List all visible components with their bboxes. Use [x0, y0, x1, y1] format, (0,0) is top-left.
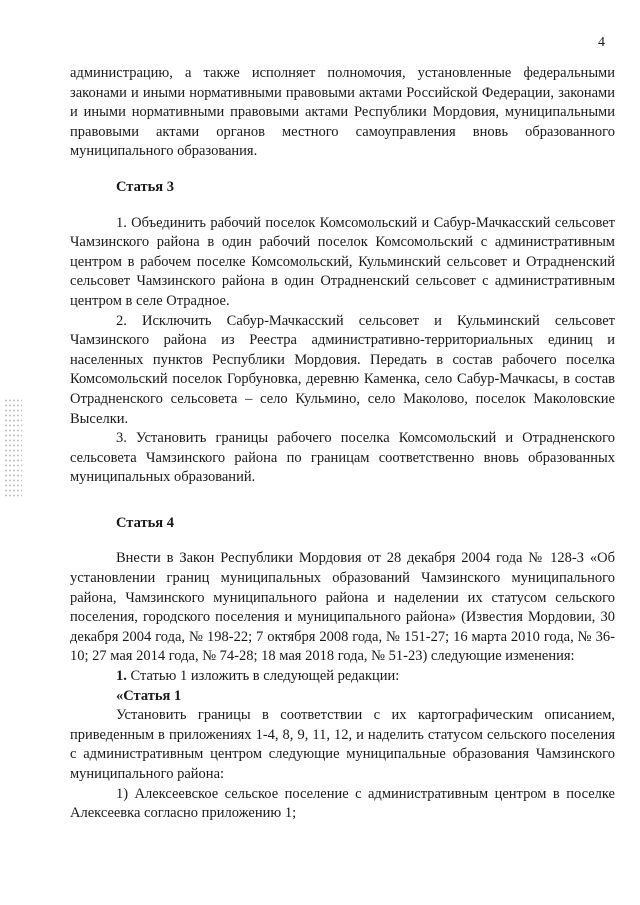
quoted-article-1-paragraph: Установить границы в соответствии с их картографическим описанием, приведенным в приложениях 1-4, 8, 9, 11, 12, и наделить статусом сельского поселения с административным центром следующие муниципальные образования Чамзинского муниципального района: [70, 707, 615, 782]
top-paragraph: администрацию, а также исполняет полномочия, установленные федеральными законами и иными нормативными правовыми актами Российской Федерации, законами и иными нормативными правовыми актами Республики Мордовия, муниципальными правовыми актами органов местного самоуправления вновь образованного муниципального образования. [70, 65, 615, 160]
document-body [70, 64, 615, 824]
article-3-title: Статья 3 [116, 178, 174, 195]
article-3-item-1: 1. Объединить рабочий поселок Комсомольский и Сабур-Мачкасский сельсовет Чамзинского района в один рабочий поселок Комсомольский с административным центром в рабочем поселке Комсомольский, Кульминский сельсовет и Отрадненский сельсовет Чамзинского района в один Отрадненский сельсовет с административным центром в селе Отрадное. [70, 214, 615, 309]
page-number: 4 [598, 35, 605, 50]
article-4-item-1-text: Статью 1 изложить в следующей редакции: [126, 668, 400, 685]
quoted-article-1-list-item-1: 1) Алексеевское сельское поселение с административным центром в поселке Алексеевка согласно приложению 1; [70, 785, 615, 822]
article-4-item-1 [70, 667, 615, 687]
article-3-item-2: 2. Исключить Сабур-Мачкасский сельсовет и Кульминский сельсовет Чамзинского района из Реестра административно-территориальных единиц и населенных пунктов Республики Мордовия. Передать в состав рабочего поселка Комсомольский поселок Горбуновка, деревню Каменка, село Сабур-Мачкасы, в состав Отрадненского сельсовета – село Кульмино, село Маколово, поселок Маколовские Выселки. [70, 312, 615, 427]
article-4-title: Статья 4 [116, 514, 174, 531]
article-4-item-1-number: 1. [116, 668, 127, 685]
quoted-article-1-title: «Статья 1 [116, 687, 182, 704]
scan-margin-marks [4, 398, 22, 498]
article-4-intro: Внести в Закон Республики Мордовия от 28 декабря 2004 года № 128-З «Об установлении границ муниципальных образований Чамзинского муниципального района, Чамзинского муниципального района и наделении их статусом сельского поселения, городского поселения и муниципального района» (Известия Мордовии, 30 декабря 2004 года, № 198-22; 7 октября 2008 года, № 151-27; 16 марта 2010 года, № 36-10; 27 мая 2014 года, № 74-28; 18 мая 2018 года, № 51-23) следующие изменения: [70, 550, 615, 665]
article-3-item-3: 3. Установить границы рабочего поселка Комсомольский и Отрадненского сельсовета Чамзинского района по границам соответственно вновь образованных муниципальных образований. [70, 430, 615, 486]
